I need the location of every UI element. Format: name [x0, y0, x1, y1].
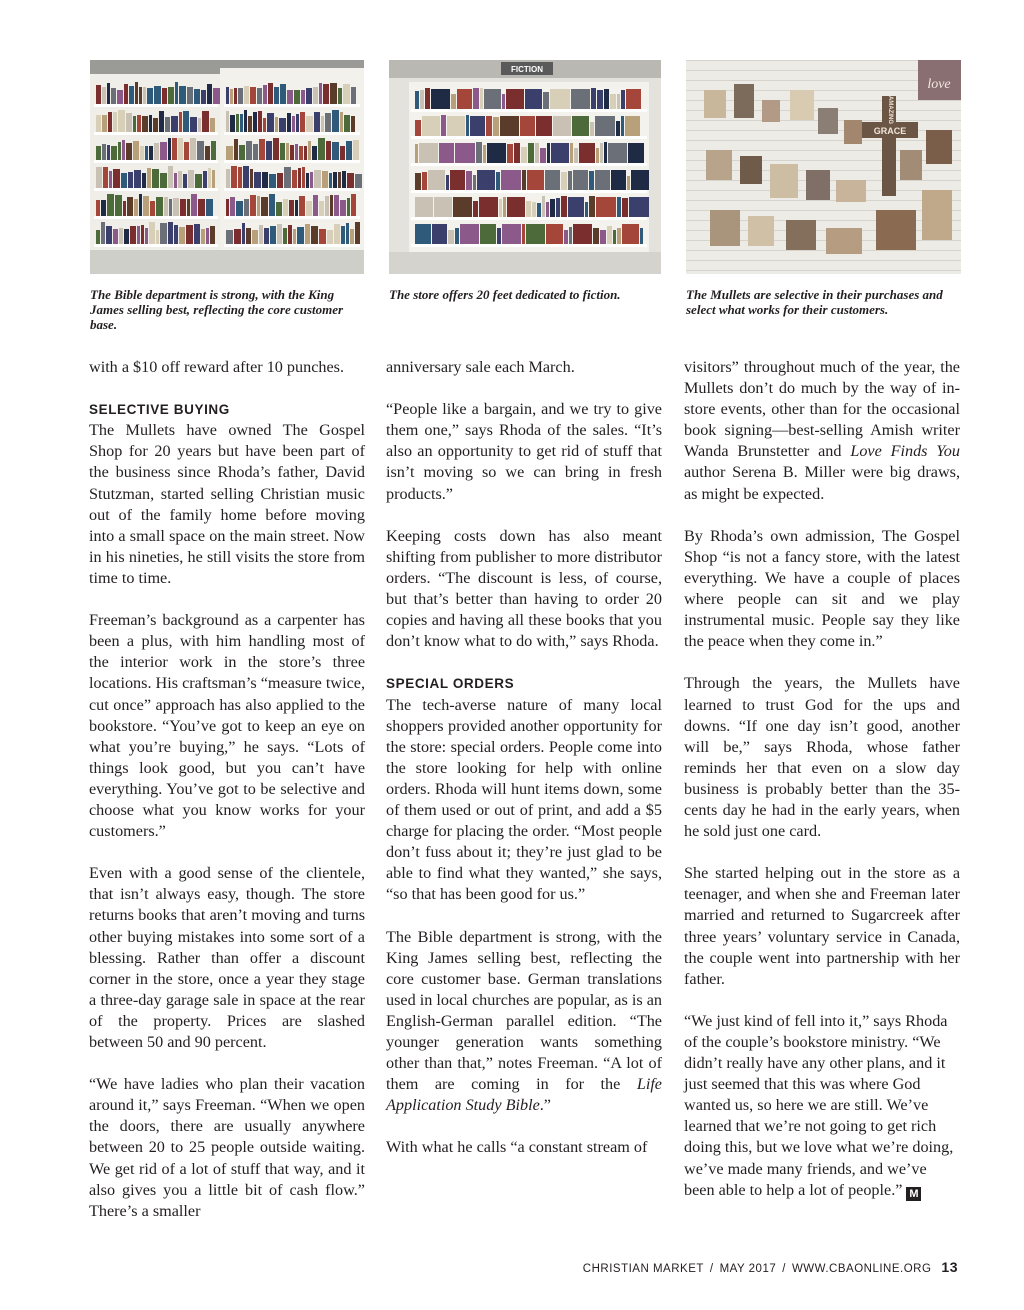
- paragraph: The Mullets have owned The Gospel Shop for 20 years but have been part of the business since Rhoda’s father, David Stutzman, started selling Christian music out of the family home before moving into a small space on the main street. Now in his nineties, he still visits the store from time to time.: [89, 421, 365, 587]
- text-run: visitors” throughout much of the year, the Mullets don’t do much by the way of in-store events, other than for the occasional book signing—best-selling Amish writer Wanda Brunstetter and: [684, 358, 960, 461]
- grace-sign-text: GRACE: [873, 126, 907, 136]
- paragraph: [684, 357, 960, 505]
- paragraph: with a $10 off reward after 10 punches.: [89, 358, 345, 376]
- paragraph: “People like a bargain, and we try to give them one,” says Rhoda of the sales. “It’s also an opportunity to get rid of stuff that isn’t moving so we can bring in fresh products.”: [386, 400, 662, 503]
- magazine-name: CHRISTIAN MARKET: [582, 1263, 704, 1275]
- paragraph: [386, 927, 662, 1117]
- paragraph: By Rhoda’s own admission, The Gospel Shop “is not a fancy store, with the latest everything. We have a couple of places where people can sit and we play instrumental music. People say they like the peace when they come in.”: [684, 526, 960, 651]
- caption-bible-department: The Bible department is strong, with the King James selling best, reflecting the core customer base.: [90, 287, 344, 332]
- section-heading-selective-buying: SELECTIVE BUYING: [89, 402, 230, 418]
- bible-department-image: [90, 60, 364, 274]
- article-column-1: [89, 357, 365, 1243]
- fiction-sign-text: FICTION: [511, 65, 543, 74]
- photo-gift-wall: [686, 60, 961, 274]
- page-footer: [583, 1259, 958, 1275]
- paragraph: With what he calls “a constant stream of: [386, 1138, 648, 1157]
- article-column-3: [684, 357, 960, 1222]
- footer-separator: /: [709, 1263, 714, 1275]
- text-run: The Bible department is strong, with the King James selling best, reflecting the core customer base. German translations used in local churches are popular, as is an English-German parallel edition. “The younger generation wants something other than that,” notes Freeman. “A lot of them are coming in for the: [386, 927, 662, 1094]
- gift-wall-image: [686, 60, 961, 274]
- paragraph: The tech-averse nature of many local shoppers provided another opportunity for the store: special orders. People come into the store looking for help with online orders. Rhoda will hunt items down, some of them used or out of print, and add a $5 charge for placing the order. “Most people don’t fuss about it; they’re just glad to be able to find what they wanted,” she says, “so that has been good for us.”: [386, 695, 662, 904]
- book-title: Love Finds You: [850, 442, 960, 461]
- issue-date: MAY 2017: [719, 1263, 777, 1275]
- page-number: 13: [941, 1259, 958, 1275]
- text-run: .”: [539, 1096, 551, 1115]
- website-url: WWW.CBAONLINE.ORG: [791, 1263, 932, 1275]
- text-run: “We just kind of fell into it,” says Rhoda of the couple’s bookstore ministry. “We didn’t really have any other plans, and it just seemed that this was where God wanted us, so here we are still. We’ve learned that we’re not going to get rich doing this, but we love what we’re doing, we’ve made many friends, and we’ve been able to help a lot of people.”: [684, 1011, 954, 1199]
- paragraph: She started helping out in the store as a teenager, and when she and Freeman later married and returned to Sugarcreek after three years’ voluntary service in Canada, the couple went into partnership with her father.: [684, 864, 960, 988]
- caption-gift-wall: The Mullets are selective in their purchases and select what works for their customers.: [686, 287, 943, 317]
- text-run: author Serena B. Miller were big draws, as might be expected.: [684, 463, 960, 503]
- article-column-2: [386, 357, 662, 1180]
- paragraph: “We have ladies who plan their vacation around it,” says Freeman. “When we open the doors, there are usually anywhere between 20 to 25 people outside waiting. We get rid of a lot of stuff that way, and it also gives you a little bit of cash flow.” There’s a smaller: [89, 1075, 365, 1220]
- paragraph: anniversary sale each March.: [386, 358, 575, 376]
- book-title: Life Application Study Bible: [386, 1075, 662, 1115]
- paragraph: Even with a good sense of the clientele, that isn’t always easy, though. The store returns books that aren’t moving and turns other buying mistakes into some sort of a blessing. Rather than offer a discount corner in the store, once a year they stage a three-day garage sale in space at the rear of the property. Prices are slashed between 50 and 90 percent.: [89, 864, 365, 1051]
- paragraph: Through the years, the Mullets have learned to trust God for the ups and downs. “If one day isn’t good, another will be,” says Rhoda, whose father reminds her that even on a slow day business is probably better than the 35-cents day he had in the early years, when he sold just one card.: [684, 674, 960, 841]
- love-sign-text: love: [927, 77, 951, 92]
- amazing-sign-text: AMAZING: [887, 96, 893, 124]
- photo-fiction-section: [389, 60, 661, 274]
- caption-fiction: The store offers 20 feet dedicated to fiction.: [389, 287, 621, 302]
- fiction-section-image: [389, 60, 661, 274]
- end-mark-icon: M: [906, 1187, 921, 1201]
- paragraph: [684, 1011, 960, 1201]
- footer-separator: /: [782, 1263, 786, 1275]
- photo-bible-department: [90, 60, 364, 274]
- section-heading-special-orders: SPECIAL ORDERS: [386, 676, 515, 692]
- paragraph: Freeman’s background as a carpenter has been a plus, with him handling most of the interior work in the store’s three locations. His craftsman’s “measure twice, cut once” approach has also applied to the bookstore. “You’ve got to keep an eye on what you’re buying,” he says. “Lots of things look good, but you can’t have everything. You’ve got to be selective and choose what you know works for your customers.”: [89, 611, 365, 841]
- paragraph: Keeping costs down has also meant shifting from publisher to more distributor orders. “The discount is less, of course, but that’s better than having to order 20 copies and having all these books that you don’t know what to do with,” says Rhoda.: [386, 526, 662, 651]
